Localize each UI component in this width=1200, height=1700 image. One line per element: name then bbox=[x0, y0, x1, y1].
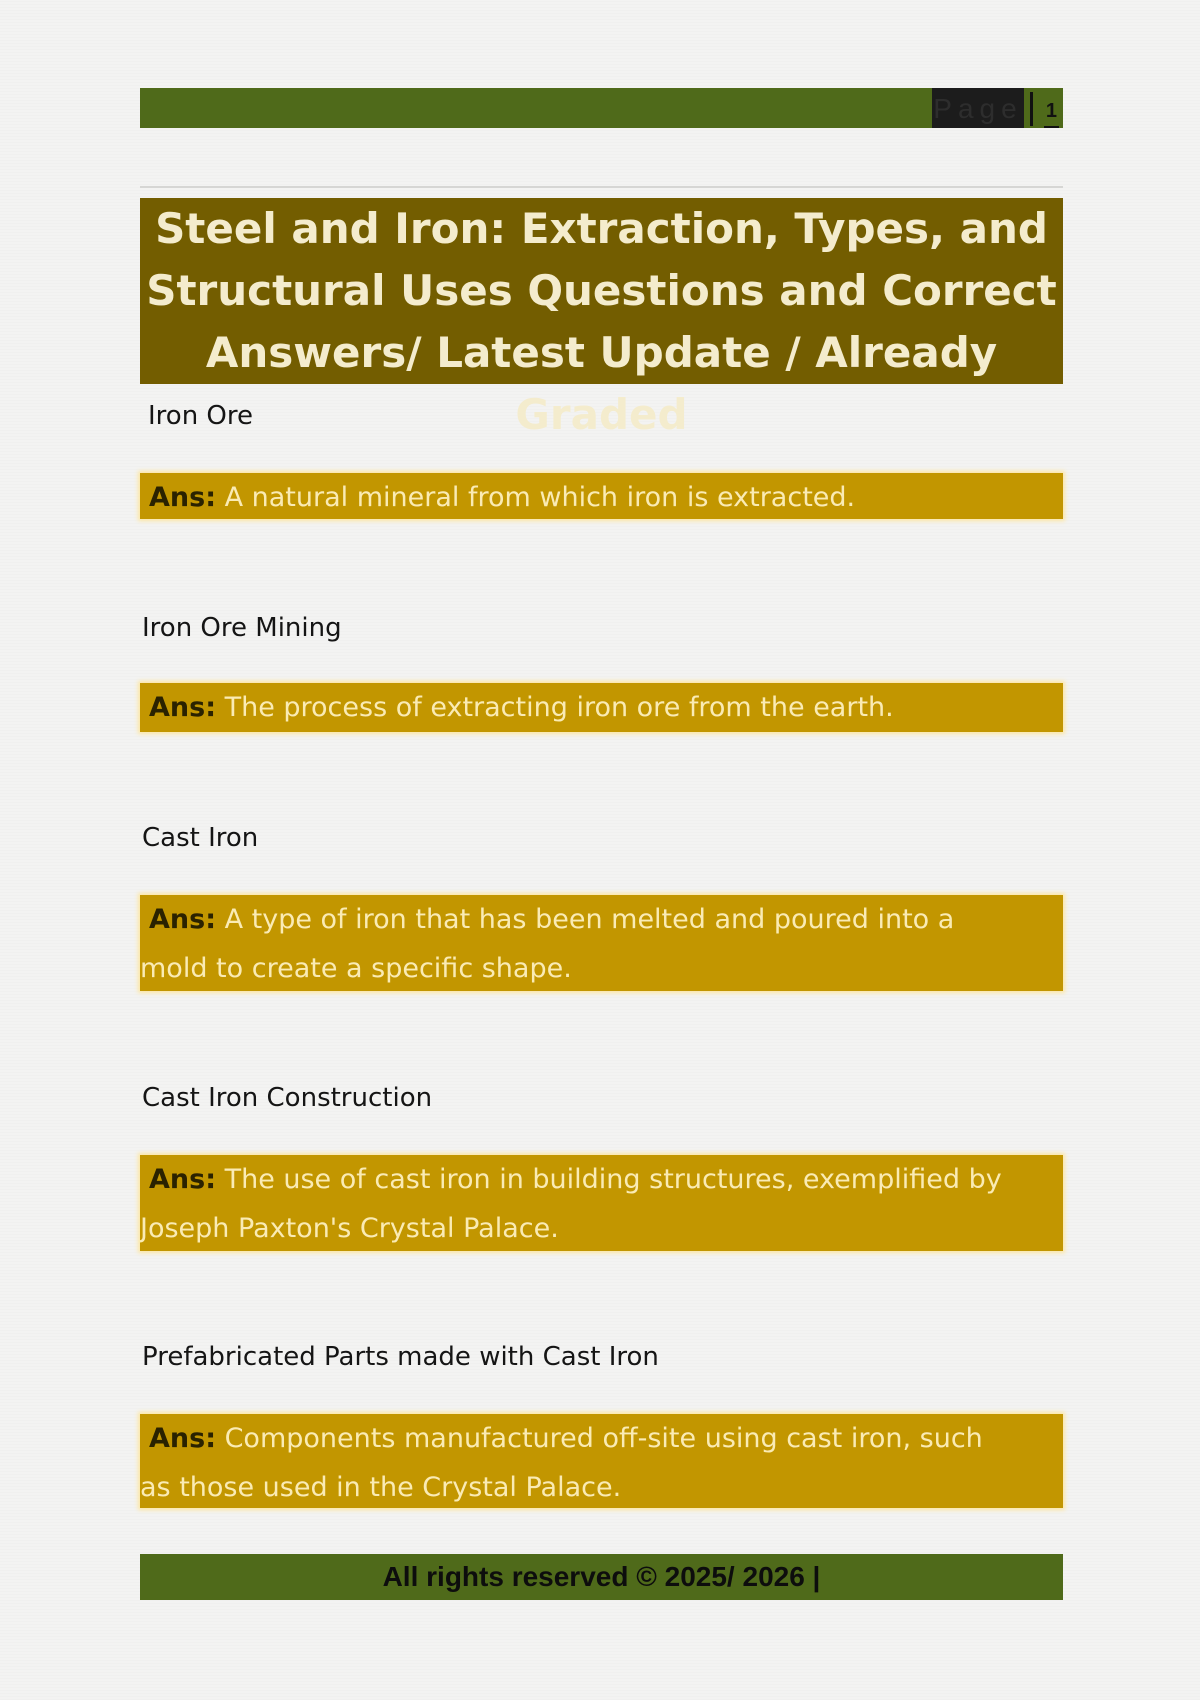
header-bar bbox=[140, 88, 1063, 128]
answer-text: A natural mineral from which iron is extracted. bbox=[216, 482, 856, 513]
answer-text-continued: mold to create a specific shape. bbox=[140, 953, 572, 984]
answer-text: Components manufactured off-site using cast iron, such bbox=[216, 1423, 983, 1454]
answer-label: Ans: bbox=[149, 692, 216, 723]
page-separator bbox=[1030, 92, 1033, 126]
answer-label: Ans: bbox=[149, 1164, 216, 1195]
question-text: Cast Iron Construction bbox=[142, 1083, 433, 1113]
answer-box bbox=[140, 895, 1063, 991]
answer-text-continued: as those used in the Crystal Palace. bbox=[140, 1472, 622, 1503]
title-line-2: Structural Uses Questions and Correct bbox=[146, 266, 1057, 315]
question-text: Prefabricated Parts made with Cast Iron bbox=[142, 1342, 659, 1372]
footer-copyright: All rights reserved © 2025/ 2026 | bbox=[140, 1554, 1063, 1600]
page-number: 1 bbox=[1044, 88, 1059, 128]
answer-box bbox=[140, 1155, 1063, 1251]
answer-text: The process of extracting iron ore from the earth. bbox=[216, 692, 894, 723]
answer-label: Ans: bbox=[149, 1423, 216, 1454]
question-text: Iron Ore bbox=[148, 401, 254, 431]
question-text: Cast Iron bbox=[142, 823, 259, 853]
answer-label: Ans: bbox=[149, 904, 216, 935]
answer-label: Ans: bbox=[149, 482, 216, 513]
answer-box bbox=[140, 683, 1063, 732]
answer-box bbox=[140, 1414, 1063, 1508]
title-line-3: Answers/ Latest Update / Already Graded bbox=[205, 328, 998, 439]
answer-text: A type of iron that has been melted and poured into a bbox=[216, 904, 955, 935]
question-text: Iron Ore Mining bbox=[142, 613, 342, 643]
answer-text: The use of cast iron in building structures, exemplified by bbox=[216, 1164, 1002, 1195]
header-rule bbox=[140, 186, 1063, 188]
answer-box bbox=[140, 473, 1063, 519]
answer-text-continued: Joseph Paxton's Crystal Palace. bbox=[140, 1213, 559, 1244]
title-line-1: Steel and Iron: Extraction, Types, and bbox=[155, 204, 1048, 253]
page-label: Page bbox=[932, 88, 1024, 128]
